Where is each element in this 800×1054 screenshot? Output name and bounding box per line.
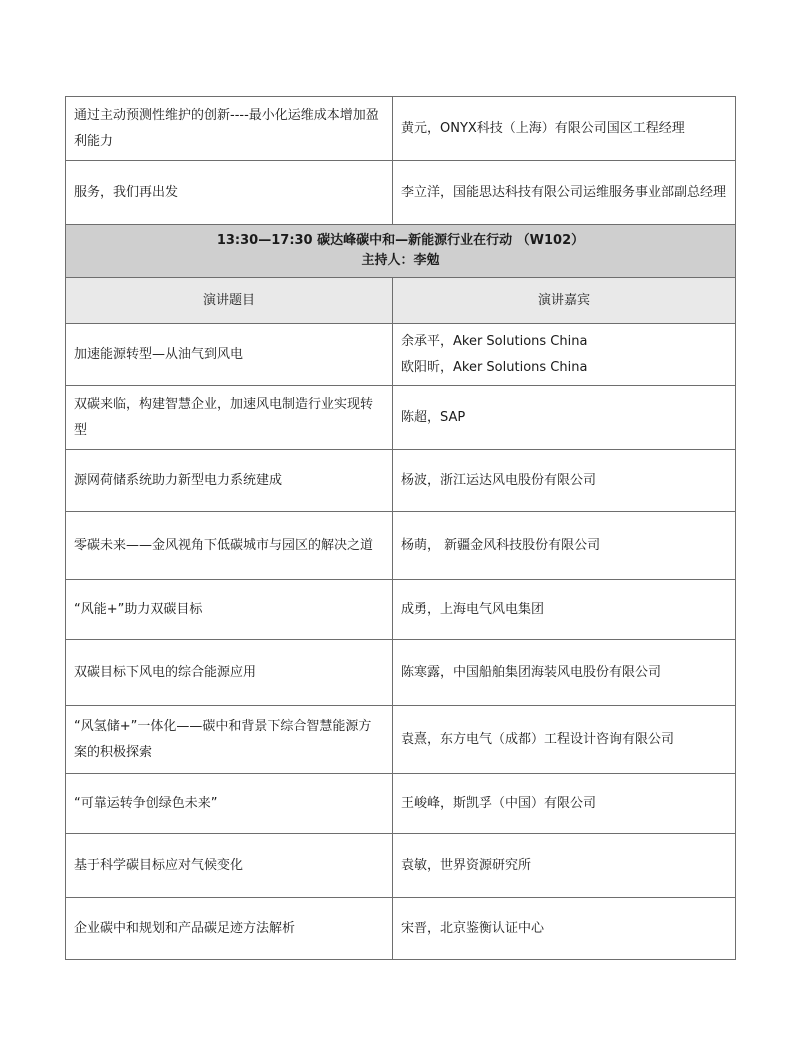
speaker-cell: 宋晋，北京鉴衡认证中心 — [393, 898, 736, 960]
table-row — [66, 324, 736, 386]
speaker-cell: 李立洋，国能思达科技有限公司运维服务事业部副总经理 — [393, 161, 736, 225]
session-header — [66, 225, 736, 278]
topic-cell: 通过主动预测性维护的创新----最小化运维成本增加盈利能力 — [66, 97, 393, 161]
topic-cell: 零碳未来——金风视角下低碳城市与园区的解决之道 — [66, 512, 393, 580]
speaker-line: 余承平，Aker Solutions China — [401, 333, 588, 349]
session-header-row — [66, 225, 736, 278]
table-row — [66, 640, 736, 706]
table-row — [66, 580, 736, 640]
speaker-cell: 王峻峰，斯凯孚（中国）有限公司 — [393, 774, 736, 834]
table-row — [66, 898, 736, 960]
topic-cell: “风能+”助力双碳目标 — [66, 580, 393, 640]
column-header-topic: 演讲题目 — [66, 278, 393, 324]
topic-cell: 双碳来临，构建智慧企业，加速风电制造行业实现转型 — [66, 386, 393, 450]
speaker-cell: 陈寒露，中国船舶集团海装风电股份有限公司 — [393, 640, 736, 706]
column-header-speaker: 演讲嘉宾 — [393, 278, 736, 324]
topic-cell: 企业碳中和规划和产品碳足迹方法解析 — [66, 898, 393, 960]
agenda-table — [65, 96, 736, 960]
speaker-cell — [393, 324, 736, 386]
table-row — [66, 512, 736, 580]
topic-cell: 源网荷储系统助力新型电力系统建成 — [66, 450, 393, 512]
table-row — [66, 834, 736, 898]
table-row — [66, 97, 736, 161]
speaker-cell: 袁熹，东方电气（成都）工程设计咨询有限公司 — [393, 706, 736, 774]
topic-cell: 服务，我们再出发 — [66, 161, 393, 225]
table-row — [66, 706, 736, 774]
table-row — [66, 386, 736, 450]
speaker-cell: 杨萌， 新疆金风科技股份有限公司 — [393, 512, 736, 580]
column-header-row — [66, 278, 736, 324]
session-host: 主持人：李勉 — [361, 253, 440, 268]
topic-cell: “可靠运转争创绿色未来” — [66, 774, 393, 834]
table-row — [66, 161, 736, 225]
speaker-cell: 成勇，上海电气风电集团 — [393, 580, 736, 640]
speaker-cell: 袁敏，世界资源研究所 — [393, 834, 736, 898]
speaker-cell: 陈超，SAP — [393, 386, 736, 450]
table-row — [66, 450, 736, 512]
topic-cell: 双碳目标下风电的综合能源应用 — [66, 640, 393, 706]
table-row — [66, 774, 736, 834]
speaker-cell: 杨波，浙江运达风电股份有限公司 — [393, 450, 736, 512]
speaker-cell: 黄元，ONYX科技（上海）有限公司国区工程经理 — [393, 97, 736, 161]
topic-cell: “风氢储+”一体化——碳中和背景下综合智慧能源方案的积极探索 — [66, 706, 393, 774]
session-title: 13:30—17:30 碳达峰碳中和—新能源行业在行动 （W102） — [216, 233, 585, 248]
topic-cell: 加速能源转型—从油气到风电 — [66, 324, 393, 386]
topic-cell: 基于科学碳目标应对气候变化 — [66, 834, 393, 898]
speaker-line: 欧阳昕，Aker Solutions China — [401, 359, 588, 375]
